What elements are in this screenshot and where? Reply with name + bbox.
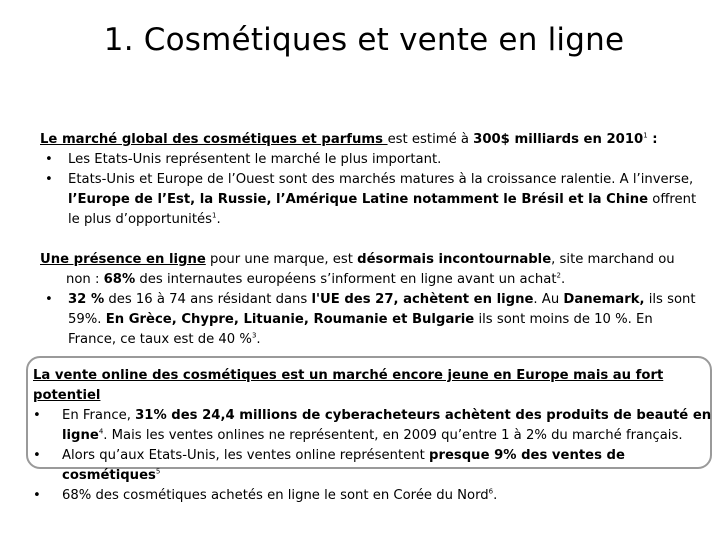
bullet-icon: •	[33, 448, 41, 463]
bullet-icon: •	[33, 488, 41, 503]
section-market	[40, 130, 700, 230]
bullet-item: • Les Etats-Unis représentent le marché le plus important.	[40, 150, 700, 170]
highlight-box-content	[33, 366, 713, 506]
bullet-icon: •	[45, 292, 53, 307]
section-online-presence	[40, 250, 700, 350]
slide-title: 1. Cosmétiques et vente en ligne	[103, 22, 625, 58]
section-market-lead: Le marché global des cosmétiques et parfums est estimé à 300$ milliards en 2010$^1$ :	[40, 131, 658, 147]
bullet-item: • En France, 31% des 24,4 millions de cyberacheteurs achètent des produits de beauté en ligne$^4$. Mais les ventes onlines ne représentent, en 2009 qu’entre 1 à 2% du marché français.	[33, 408, 712, 443]
highlight-box-heading: La vente online des cosmétiques est un marché encore jeune en Europe mais au fort potentiel	[33, 368, 664, 403]
bullet-icon: •	[45, 172, 53, 187]
bullet-item: • Etats-Unis et Europe de l’Ouest sont des marchés matures à la croissance ralentie. A l’inverse, l’Europe de l’Est, la Russie, l’Amérique Latine notamment le Brésil et la Chine offrent le plus d’opportunités$^1$.	[45, 172, 697, 227]
bullet-item: • 68% des cosmétiques achetés en ligne le sont en Corée du Nord$^6$.	[33, 486, 713, 506]
bullet-item: • 32 % des 16 à 74 ans résidant dans l'UE des 27, achètent en ligne. Au Danemark, ils sont 59%. En Grèce, Chypre, Lituanie, Roumanie et Bulgarie ils sont moins de 10 %. En France, ce taux est de 40 %$^3$.	[45, 292, 696, 347]
section-online-lead: Une présence en ligne pour une marque, est désormais incontournable, site marchand ou non : 68% des internautes européens s’informent en ligne avant un achat$^2$.	[40, 252, 675, 287]
bullet-icon: •	[45, 152, 53, 167]
bullet-icon: •	[33, 408, 41, 423]
bullet-item: • Alors qu’aux Etats-Unis, les ventes online représentent presque 9% des ventes de cosmétiques$^5$	[33, 448, 625, 483]
